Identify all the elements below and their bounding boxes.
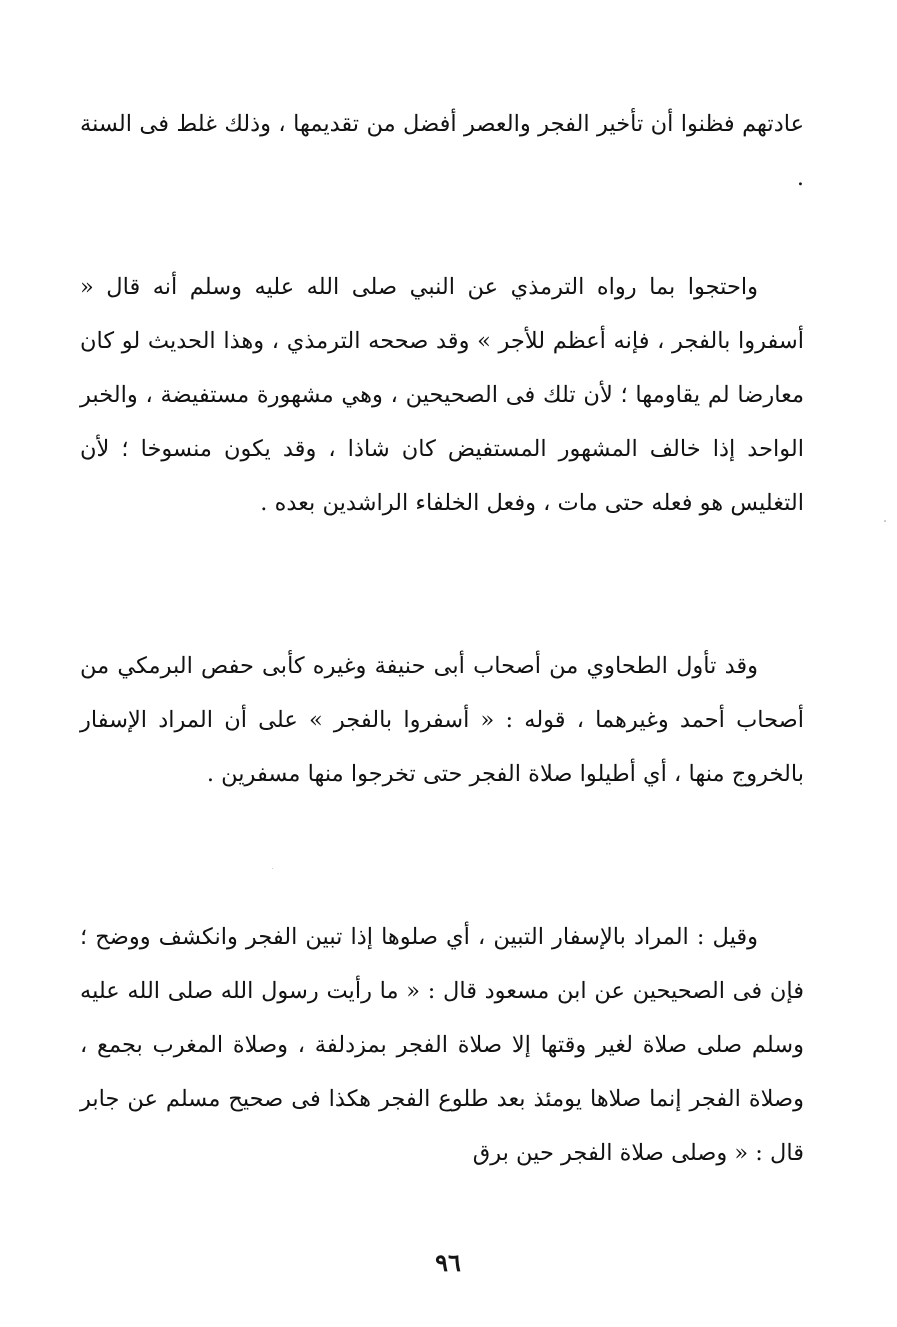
paragraph-tirmidhi-hadith	[80, 260, 804, 530]
page-number: ٩٦	[435, 1248, 461, 1277]
paragraph-3-text: وقد تأول الطحاوي من أصحاب أبى حنيفة وغيره كأبى حفص البرمكي من أصحاب أحمد وغيرهما ، قوله : « أسفروا بالفجر » على أن المراد الإسفار بالخروج منها ، أي أطيلوا صلاة الفجر حتى تخرجوا منها مسفرين .	[80, 653, 804, 787]
paragraph-isfar-meaning	[80, 910, 804, 1180]
paragraph-tahawi-interpretation	[80, 639, 804, 801]
paragraph-2-text: واحتجوا بما رواه الترمذي عن النبي صلى الله عليه وسلم أنه قال « أسفروا بالفجر ، فإنه أعظم للأجر » وقد صححه الترمذي ، وهذا الحديث لو كان معارضا لم يقاومها ؛ لأن تلك فى الصحيحين ، وهي مشهورة مستفيضة ، والخبر الواحد إذا خالف المشهور المستفيض كان شاذا ، وقد يكون منسوخا ؛ لأن التغليس هو فعله حتى مات ، وفعل الخلفاء الراشدين بعده .	[80, 274, 804, 516]
paragraph-continuation	[80, 97, 804, 205]
paragraph-4-text: وقيل : المراد بالإسفار التبين ، أي صلوها إذا تبين الفجر وانكشف ووضح ؛ فإن فى الصحيحين عن ابن مسعود قال : « ما رأيت رسول الله صلى الله عليه وسلم صلى صلاة لغير وقتها إلا صلاة الفجر بمزدلفة ، وصلاة المغرب بجمع ، وصلاة الفجر إنما صلاها يومئذ بعد طلوع الفجر هكذا فى صحيح مسلم عن جابر قال : « وصلى صلاة الفجر حين برق	[80, 924, 804, 1166]
scan-speck	[884, 520, 886, 522]
paragraph-1-text: عادتهم فظنوا أن تأخير الفجر والعصر أفضل من تقديمها ، وذلك غلط فى السنة .	[80, 111, 804, 191]
scan-speck	[272, 868, 273, 869]
